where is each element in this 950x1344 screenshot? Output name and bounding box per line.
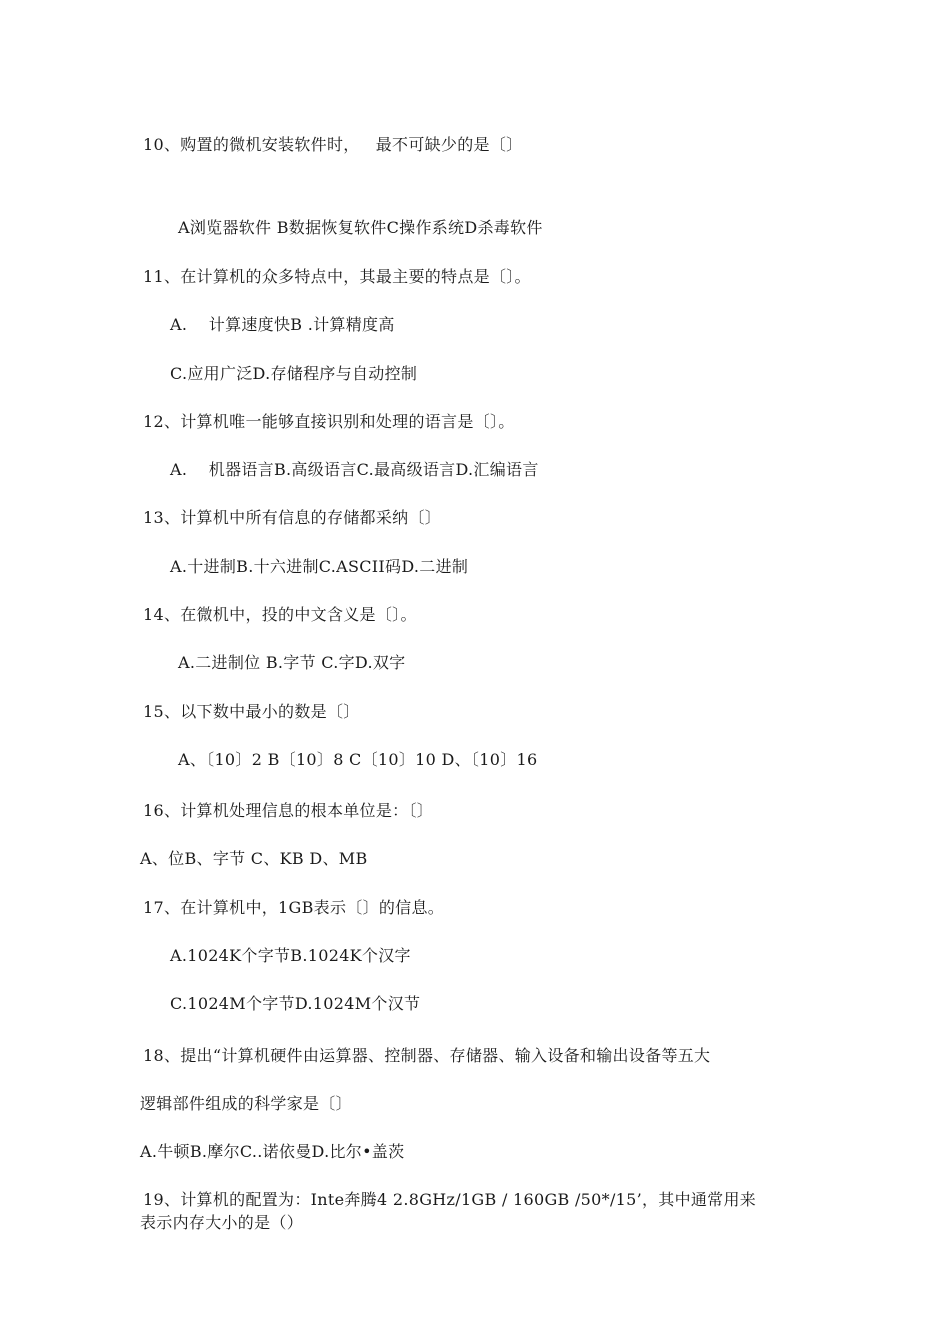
question-12: 12、计算机唯一能够直接识别和处理的语言是〔〕。 bbox=[143, 412, 515, 431]
question-13: 13、计算机中所有信息的存储都采纳〔〕 bbox=[143, 508, 442, 527]
question-18: 18、提出“计算机硬件由运算器、控制器、存储器、输入设备和输出设备等五大 bbox=[143, 1046, 711, 1065]
question-13-options: A.十进制B.十六进制C.ASCII码D.二进制 bbox=[170, 557, 469, 576]
question-15: 15、以下数中最小的数是〔〕 bbox=[143, 702, 360, 721]
question-10-options: A浏览器软件 B数据恢复软件C操作系统D杀毒软件 bbox=[178, 218, 543, 237]
question-11: 11、在计算机的众多特点中，其最主要的特点是〔〕。 bbox=[143, 267, 531, 286]
question-19: 19、计算机的配置为：Inte奔腾4 2.8GHz/1GB / 160GB /50*/15’，其中通常用来 bbox=[143, 1190, 757, 1209]
question-11-options-c-d: C.应用广泛D.存储程序与自动控制 bbox=[170, 364, 418, 383]
question-15-options: A、〔10〕2 B〔10〕8 C〔10〕10 D、〔10〕16 bbox=[178, 750, 538, 769]
question-16: 16、计算机处理信息的根本单位是：〔〕 bbox=[143, 801, 434, 820]
question-17-options-c-d: C.1024M个字节D.1024M个汉节 bbox=[170, 994, 421, 1013]
question-10: 10、购置的微机安装软件时， 最不可缺少的是〔〕 bbox=[143, 135, 523, 154]
question-17-options-a-b: A.1024K个字节B.1024K个汉字 bbox=[170, 946, 411, 965]
question-18-options: A.牛顿B.摩尔C..诺依曼D.比尔•盖茨 bbox=[140, 1142, 405, 1161]
question-16-options: A、位B、字节 C、KB D、MB bbox=[140, 849, 368, 868]
question-14-options: A.二进制位 B.字节 C.字D.双字 bbox=[178, 653, 406, 672]
question-12-options: A. 机器语言B.高级语言C.最高级语言D.汇编语言 bbox=[170, 460, 539, 479]
question-17: 17、在计算机中，1GB表示〔〕的信息。 bbox=[143, 898, 445, 917]
question-14: 14、在微机中，投的中文含义是〔〕。 bbox=[143, 605, 417, 624]
question-11-options-a-b: A. 计算速度快B .计算精度高 bbox=[170, 315, 395, 334]
question-18-continued: 逻辑部件组成的科学家是〔〕 bbox=[140, 1094, 352, 1113]
question-19-continued: 表示内存大小的是（） bbox=[140, 1213, 304, 1232]
